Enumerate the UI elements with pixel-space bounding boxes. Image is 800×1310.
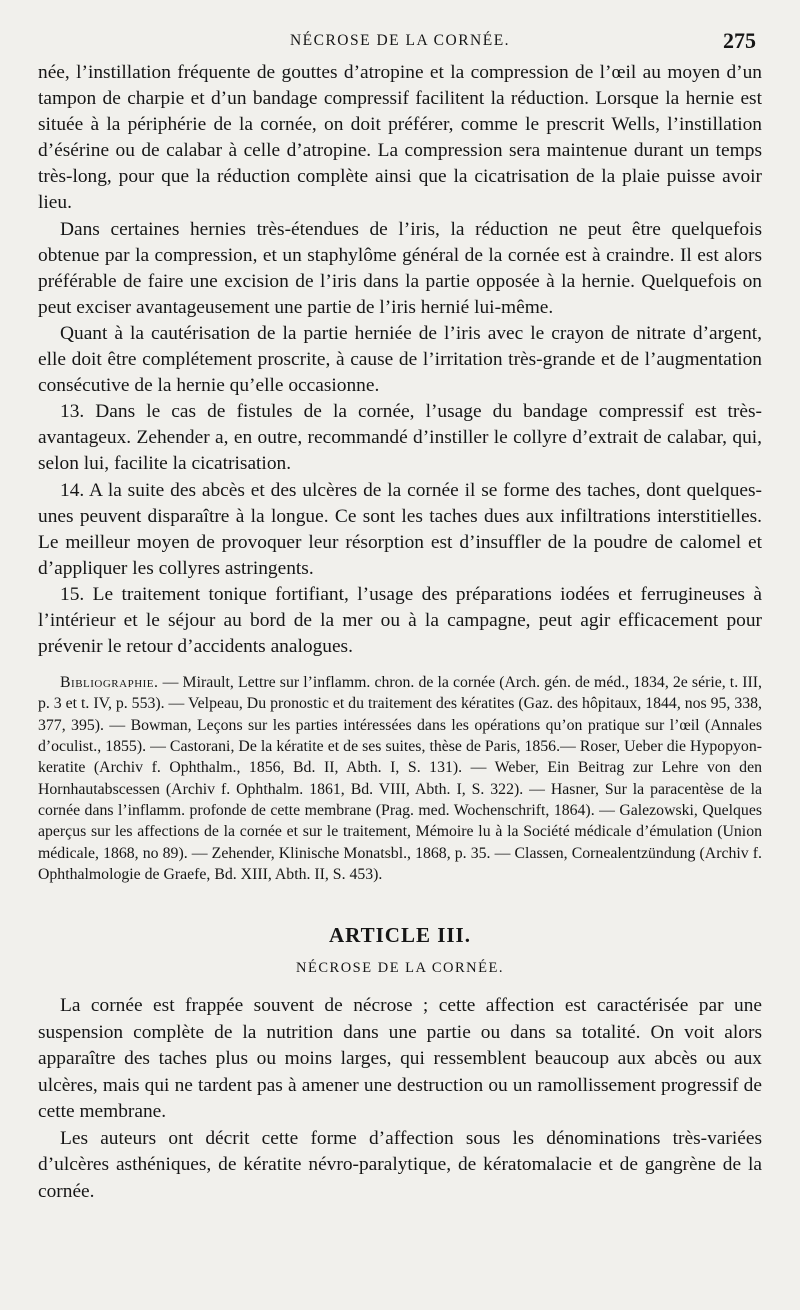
page-number: 275	[723, 28, 756, 53]
main-section	[38, 60, 762, 660]
article-title: ARTICLE III.	[329, 923, 471, 948]
paragraph: La cornée est frappée souvent de nécrose ; cette affection est caractérisée par une suspension complète de la nutrition dans une partie ou dans sa totalité. On voit alors apparaître des taches plus ou moins larges, qui ressemblent beaucoup aux abcès ou aux ulcères, mais qui ne tardent pas à amener une destruction ou un ramollissement progressif de cette membrane.	[38, 995, 762, 1123]
paragraph: 15. Le traitement tonique fortifiant, l’usage des préparations iodées et ferrugineuses à l’intérieur et le séjour au bord de la mer ou à la campagne, peut agir efficacement pour prévenir le retour d’accidents analogues.	[38, 583, 762, 658]
paragraph: Les auteurs ont décrit cette forme d’affection sous les dénominations très-variées d’ulcères asthéniques, de kératite névro-paralytique, de kératomalacie et de gangrène de la cornée.	[38, 1127, 762, 1202]
paragraph: 13. Dans le cas de fistules de la cornée, l’usage du bandage compressif est très-avantageux. Zehender a, en outre, recommandé d’instiller le collyre d’extrait de calabar, qui, selon lui, facilite la cicatrisation.	[38, 401, 762, 475]
paragraph: Quant à la cautérisation de la partie herniée de l’iris avec le crayon de nitrate d’argent, elle doit être complétement proscrite, à cause de l’irritation très-grande et de l’augmentation consécutive de la hernie qu’elle occasionne.	[38, 322, 762, 397]
bibliography-text: — Mirault, Lettre sur l’inflamm. chron. de la cornée (Arch. gén. de méd., 1834, 2e série, t. III, p. 3 et t. IV, p. 553). — Velpeau, Du pronostic et du traitement des kératites (Gaz. des hôpitaux, 1844, nos 95, 338, 377, 395). — Bowman, Leçons sur les parties intéressées dans les opérations qu’on pratique sur l’œil (Annales d’oculist., 1855). — Castorani, De la kératite et de ses suites, thèse de Paris, 1856.— Roser, Ueber die Hypopyon-keratite (Archiv f. Ophthalm., 1856, Bd. II, Abth. I, S. 131). — Weber, Ein Beitrag zur Lehre von den Hornhautabscessen (Archiv f. Ophthalm. 1861, Bd. VIII, Abth. I, S. 322). — Hasner, Sur la paracentèse de la cornée dans l’inflamm. profonde de cette membrane (Prag. med. Wochenschrift, 1864). — Galezowski, Quelques aperçus sur les affections de la cornée et sur le traitement, Mémoire lu à la Société médicale d’émulation (Union médicale, 1868, no 89). — Zehender, Klinische Monatsbl., 1868, p. 35. — Classen, Cornealentzündung (Archiv f. Ophthalmologie de Graefe, Bd. XIII, Abth. II, S. 453).	[38, 674, 762, 883]
body-text	[38, 60, 762, 1205]
article-heading	[38, 923, 762, 977]
bibliography	[38, 672, 762, 885]
paragraph: Dans certaines hernies très-étendues de l’iris, la réduction ne peut être quelquefois obtenue par la compression, et un staphylôme général de la cornée est à craindre. Il est alors préférable de faire une excision de l’iris dans la partie opposée à la hernie. Quelquefois on peut exciser avantageusement une partie de l’iris hernié lui-même.	[38, 218, 762, 318]
bibliography-label: Bibliographie.	[60, 674, 159, 692]
running-head	[30, 28, 770, 58]
article-subtitle: NÉCROSE DE LA CORNÉE.	[296, 960, 504, 977]
article-body	[38, 993, 762, 1205]
paragraph: 14. A la suite des abcès et des ulcères de la cornée il se forme des taches, dont quelques-unes peuvent disparaître à la longue. Ce sont les taches dues aux infiltrations interstitielles. Le meilleur moyen de provoquer leur résorption est d’insuffler de la poudre de calomel et d’appliquer les collyres astringents.	[38, 479, 762, 579]
running-head-title: NÉCROSE DE LA CORNÉE.	[289, 32, 511, 49]
paragraph: née, l’instillation fréquente de gouttes d’atropine et la compression de l’œil au moyen d’un tampon de charpie et d’un bandage compressif facilitent la réduction. Lorsque la hernie est située à la périphérie de la cornée, on doit préférer, comme le prescrit Wells, l’instillation d’ésérine ou de calabar à celle d’atropine. La compression sera maintenue durant un temps très-long, pour que la réduction complète ainsi que la cicatrisation de la plaie puisse avoir lieu.	[38, 62, 762, 214]
